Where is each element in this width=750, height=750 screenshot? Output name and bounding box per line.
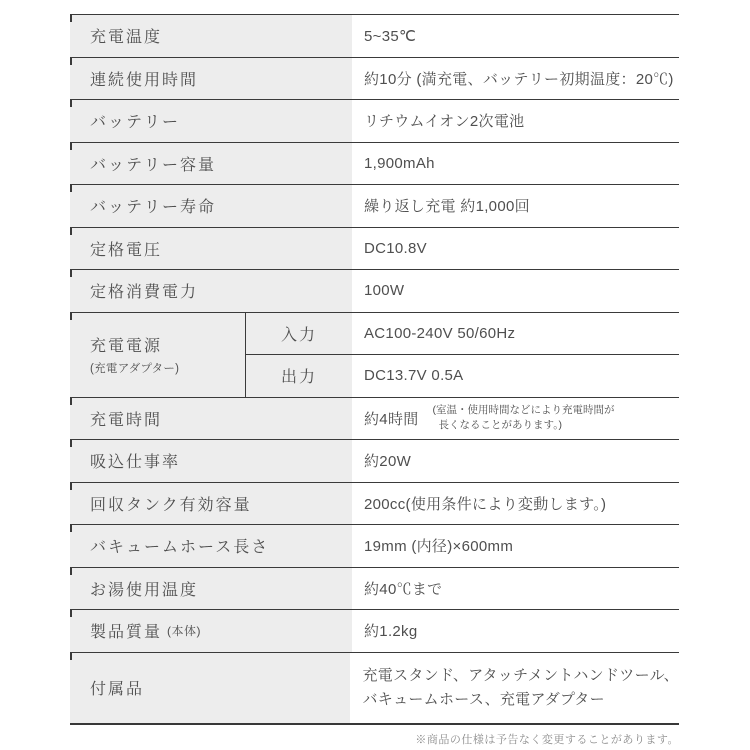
spec-row-charging-temp bbox=[70, 14, 679, 57]
spec-value: 1,900mAh bbox=[364, 154, 435, 172]
spec-value-main: 約4時間 bbox=[364, 410, 419, 428]
spec-value: 繰り返し充電 約1,000回 bbox=[364, 198, 530, 216]
spec-row-rated-power bbox=[70, 269, 679, 312]
spec-label: 連続使用時間 bbox=[70, 58, 352, 100]
note-line: (室温・使用時間などにより充電時間が bbox=[432, 404, 615, 417]
spec-row-tank-capacity bbox=[70, 482, 679, 525]
spec-row-charging-time bbox=[70, 397, 679, 440]
spec-row-rated-voltage bbox=[70, 227, 679, 270]
spec-value: 100W bbox=[364, 282, 405, 300]
spec-value-lines bbox=[362, 664, 679, 712]
spec-label: 充電時間 bbox=[70, 398, 352, 440]
spec-row-continuous-use bbox=[70, 57, 679, 100]
spec-label: バッテリー寿命 bbox=[70, 185, 352, 227]
spec-label: 充電温度 bbox=[70, 15, 352, 57]
spec-label: 定格消費電力 bbox=[70, 270, 352, 312]
spec-value-note bbox=[433, 403, 615, 433]
spec-table bbox=[70, 14, 679, 725]
value-line: 充電スタンド、アタッチメントハンドツール、 bbox=[362, 666, 679, 684]
charge-subrow-input bbox=[246, 313, 679, 355]
value-line: バキュームホース、充電アダプター bbox=[362, 690, 605, 708]
spec-label bbox=[70, 313, 245, 397]
spec-row-suction-power bbox=[70, 439, 679, 482]
spec-value: 200cc(使用条件により変動します。) bbox=[364, 495, 607, 513]
spec-row-battery bbox=[70, 99, 679, 142]
charge-subrow-output bbox=[246, 354, 679, 397]
spec-label: 付属品 bbox=[70, 653, 350, 723]
spec-row-hose-length bbox=[70, 524, 679, 567]
spec-value: 約20W bbox=[364, 453, 412, 471]
spec-row-accessories bbox=[70, 652, 679, 723]
spec-value: リチウムイオン2次電池 bbox=[364, 113, 525, 131]
spec-label: バキュームホース長さ bbox=[70, 525, 352, 567]
spec-label-main: 充電電源 bbox=[90, 338, 163, 355]
spec-row-product-weight bbox=[70, 609, 679, 652]
subrow-key: 出力 bbox=[246, 355, 352, 397]
spec-value bbox=[350, 653, 679, 723]
spec-value: DC10.8V bbox=[364, 239, 427, 257]
spec-value: 19mm (内径)×600mm bbox=[364, 538, 514, 556]
spec-label: 吸込仕事率 bbox=[70, 440, 352, 482]
subrow-value: AC100-240V 50/60Hz bbox=[364, 324, 516, 342]
spec-label-main: 製品質量 bbox=[90, 624, 163, 642]
subrow-key: 入力 bbox=[246, 313, 352, 355]
charge-sub-table bbox=[245, 313, 679, 397]
spec-label: 回収タンク有効容量 bbox=[70, 483, 352, 525]
spec-row-hot-water-temp bbox=[70, 567, 679, 610]
spec-value: 約40℃まで bbox=[364, 580, 443, 598]
spec-value: 約1.2kg bbox=[364, 623, 418, 641]
spec-label-sub: (充電アダプター) bbox=[90, 363, 180, 375]
spec-label bbox=[70, 610, 352, 652]
spec-label: バッテリー容量 bbox=[70, 143, 352, 185]
spec-disclaimer: ※商品の仕様は予告なく変更することがあります。 bbox=[415, 734, 679, 746]
subrow-value: DC13.7V 0.5A bbox=[364, 367, 464, 385]
spec-row-battery-life bbox=[70, 184, 679, 227]
spec-label: お湯使用温度 bbox=[70, 568, 352, 610]
spec-row-charging-power-source bbox=[70, 312, 679, 397]
spec-value: 5~35℃ bbox=[364, 27, 417, 45]
spec-value bbox=[352, 398, 679, 440]
spec-value: 約10分 (満充電、バッテリー初期温度：20℃) bbox=[364, 70, 674, 88]
note-line: 長くなることがあります。) bbox=[438, 419, 562, 432]
spec-label-suffix: (本体) bbox=[167, 624, 202, 639]
spec-label: 定格電圧 bbox=[70, 228, 352, 270]
spec-label: バッテリー bbox=[70, 100, 352, 142]
spec-row-battery-capacity bbox=[70, 142, 679, 185]
